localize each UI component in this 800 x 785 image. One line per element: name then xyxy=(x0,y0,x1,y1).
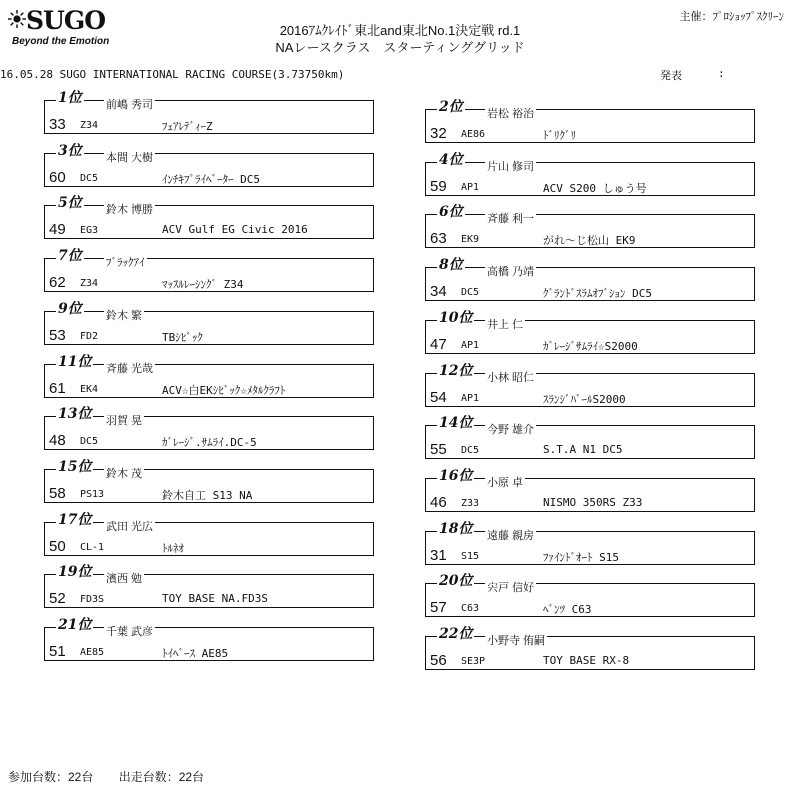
grid-position: 12位 xyxy=(439,362,473,379)
team-name: TOY BASE RX-8 xyxy=(543,654,630,667)
driver-name: 片山 修司 xyxy=(485,158,536,174)
car-number: 54 xyxy=(430,388,447,406)
grid-position: 8位 xyxy=(439,257,463,274)
team-name: S.T.A N1 DC5 xyxy=(543,443,623,457)
grid-entry xyxy=(425,575,755,617)
car-number: 50 xyxy=(49,537,66,555)
car-model: DC5 xyxy=(461,445,480,457)
grid-entry xyxy=(44,250,374,292)
grid-position: 9位 xyxy=(58,300,82,317)
grid-position: 20位 xyxy=(439,573,473,590)
driver-name: 岩松 裕治 xyxy=(485,105,536,121)
car-model: DC5 xyxy=(461,287,480,299)
grid-entry xyxy=(44,353,374,398)
grid-position: 15位 xyxy=(58,458,92,475)
grid-entry xyxy=(425,309,755,354)
car-number: 46 xyxy=(430,493,447,511)
team-name: ｽﾗﾝｼﾞﾊﾞｰﾙS2000 xyxy=(543,392,626,406)
driver-name: 前嶋 秀司 xyxy=(104,96,155,112)
team-name: ﾄﾙﾈｵ xyxy=(162,541,184,555)
team-name: ACV☆白EKｼﾋﾞｯｸ☆ﾒﾀﾙｸﾗﾌﾄ xyxy=(162,383,286,397)
driver-name: 今野 雄介 xyxy=(485,421,536,437)
grid-entry xyxy=(44,142,374,187)
announce-label: 発表 xyxy=(660,70,682,82)
team-name: ﾍﾞﾝﾂ C63 xyxy=(543,603,592,617)
grid-entry xyxy=(425,151,755,196)
grid-entry xyxy=(44,92,374,134)
car-model: AP1 xyxy=(461,181,480,193)
car-number: 31 xyxy=(430,546,447,564)
car-number: 47 xyxy=(430,335,447,353)
team-name: TBｼﾋﾞｯｸ xyxy=(162,330,203,344)
team-name: ﾄﾞﾘｸﾞﾘ xyxy=(543,129,576,142)
team-name: 鈴木自工 S13 NA xyxy=(162,488,253,502)
grid-position: 6位 xyxy=(439,204,463,221)
grid-entry xyxy=(44,511,374,556)
grid-position: 7位 xyxy=(58,248,82,265)
organizer: 主催：ﾌﾟﾛｼｮｯﾌﾟｽｸﾘｰﾝ xyxy=(679,11,784,23)
grid-entry xyxy=(425,101,755,143)
grid-position: 1位 xyxy=(58,90,82,106)
car-number: 49 xyxy=(49,221,66,239)
sugo-logo xyxy=(8,8,118,52)
car-number: 58 xyxy=(49,484,66,502)
car-model: EK4 xyxy=(80,383,99,395)
grid-position: 11位 xyxy=(58,353,92,370)
grid-position: 18位 xyxy=(439,520,473,537)
driver-name: 鈴木 繁 xyxy=(104,307,144,323)
team-name: ﾄｲﾍﾞｰｽ AE85 xyxy=(162,647,229,660)
grid-position: 13位 xyxy=(58,406,92,423)
car-model: CL-1 xyxy=(80,541,105,553)
grid-entry xyxy=(44,566,374,608)
driver-name: 本間 大樹 xyxy=(104,149,155,165)
car-number: 33 xyxy=(49,116,66,133)
grid-entry xyxy=(425,628,755,670)
driver-name: 小林 昭仁 xyxy=(485,369,536,385)
team-name: ｶﾞﾚｰｼﾞｻﾑﾗｲ☆S2000 xyxy=(543,339,638,353)
team-name: ﾌｧｲﾝﾄﾞｵｰﾄ S15 xyxy=(543,550,619,564)
driver-name: 武田 光広 xyxy=(104,518,155,534)
driver-name: 井上 仁 xyxy=(485,316,525,332)
driver-name: 小野寺 侑嗣 xyxy=(485,632,547,648)
grid-position: 3位 xyxy=(58,142,82,159)
car-model: Z34 xyxy=(80,278,99,290)
team-name: ｸﾞﾗﾝﾄﾞｽﾗﾑｵﾌﾞｼｮﾝ DC5 xyxy=(543,287,652,301)
car-model: AE86 xyxy=(461,129,486,140)
car-number: 57 xyxy=(430,599,447,617)
car-number: 62 xyxy=(49,274,66,292)
driver-name: 斉藤 光哉 xyxy=(104,360,155,376)
starters-count: 出走台数：22台 xyxy=(118,770,205,784)
car-number: 32 xyxy=(430,125,447,142)
grid-position: 14位 xyxy=(439,415,473,432)
grid-position: 4位 xyxy=(439,151,463,168)
driver-name: 鈴木 博勝 xyxy=(104,201,155,217)
car-model: FD2 xyxy=(80,330,99,342)
driver-name: 高橋 乃靖 xyxy=(485,263,536,279)
car-number: 34 xyxy=(430,283,447,301)
grid-entry xyxy=(425,467,755,512)
car-number: 60 xyxy=(49,168,66,186)
grid-entry xyxy=(425,362,755,407)
grid-entry xyxy=(425,259,755,301)
car-number: 52 xyxy=(49,590,66,608)
grid-entry xyxy=(425,520,755,565)
grid-position: 2位 xyxy=(439,99,463,115)
entries-count: 参加台数：22台 xyxy=(8,770,94,784)
car-model: Z34 xyxy=(80,120,99,131)
team-name: ACV Gulf EG Civic 2016 xyxy=(162,223,308,237)
grid-entry xyxy=(44,619,374,661)
driver-name: ﾌﾞﾗｯｸｱｲ xyxy=(104,254,147,270)
driver-name: 千葉 武彦 xyxy=(104,623,155,639)
driver-name: 遠藤 親房 xyxy=(485,527,536,543)
car-model: DC5 xyxy=(80,172,99,184)
logo-tagline: Beyond the Emotion xyxy=(12,36,110,47)
car-model: EK9 xyxy=(461,234,480,246)
car-number: 59 xyxy=(430,177,447,195)
car-model: Z33 xyxy=(461,497,480,509)
driver-name: 宍戸 信好 xyxy=(485,579,536,595)
team-name: がれ～じ松山 EK9 xyxy=(543,234,636,248)
car-model: FD3S xyxy=(80,594,105,606)
team-name: ｲﾝﾁｷﾌﾟﾗｲﾍﾞｰﾀｰ DC5 xyxy=(162,172,260,186)
grid-entry xyxy=(44,408,374,450)
grid-position: 5位 xyxy=(58,195,82,212)
grid-entry xyxy=(425,417,755,459)
team-name: TOY BASE NA.FD3S xyxy=(162,592,268,606)
car-model: SE3P xyxy=(461,656,486,667)
car-model: S15 xyxy=(461,550,480,562)
car-model: EG3 xyxy=(80,225,99,237)
grid-position: 19位 xyxy=(58,564,92,581)
grid-position: 22位 xyxy=(439,626,473,642)
event-info: 16.05.28 SUGO INTERNATIONAL RACING COURSE(3.73750km) xyxy=(0,68,345,81)
car-number: 48 xyxy=(49,432,66,450)
grid-entry xyxy=(425,206,755,248)
grid-position: 16位 xyxy=(439,467,473,484)
car-model: AE85 xyxy=(80,647,105,658)
car-number: 61 xyxy=(49,379,66,397)
logo-text: SUGO xyxy=(26,6,105,35)
grid-entry xyxy=(44,458,374,503)
team-name: ACV S200 しゅう号 xyxy=(543,181,647,195)
sun-logo-icon xyxy=(8,10,26,28)
car-model: AP1 xyxy=(461,392,480,404)
grid-position: 21位 xyxy=(58,617,92,633)
page-subtitle: NAレースクラス スターティンググリッド xyxy=(275,40,525,55)
car-model: C63 xyxy=(461,603,480,615)
car-number: 56 xyxy=(430,652,447,669)
grid-entry xyxy=(44,197,374,239)
announce-colon: : xyxy=(718,67,725,80)
driver-name: 小原 卓 xyxy=(485,474,525,490)
team-name: NISMO 350RS Z33 xyxy=(543,495,643,509)
car-number: 53 xyxy=(49,326,66,344)
car-model: PS13 xyxy=(80,488,105,500)
driver-name: 羽賀 晃 xyxy=(104,412,144,428)
grid-entry xyxy=(44,300,374,345)
car-number: 63 xyxy=(430,230,447,248)
car-number: 55 xyxy=(430,441,447,459)
team-name: ｶﾞﾚｰｼﾞ.ｻﾑﾗｲ.DC-5 xyxy=(162,436,257,450)
car-model: DC5 xyxy=(80,436,99,448)
driver-name: 濱西 勉 xyxy=(104,570,144,586)
driver-name: 斉藤 利一 xyxy=(485,210,536,226)
car-model: AP1 xyxy=(461,339,480,351)
team-name: ﾌｪｱﾚﾃﾞｨｰZ xyxy=(162,120,213,133)
team-name: ﾏｯｽﾙﾚｰｼﾝｸﾞ Z34 xyxy=(162,278,244,292)
page-title: 2016ｱﾑｸﾚｲﾄﾞ東北and東北No.1決定戦 rd.1 xyxy=(279,23,521,38)
driver-name: 鈴木 茂 xyxy=(104,465,144,481)
grid-position: 17位 xyxy=(58,511,92,528)
grid-position: 10位 xyxy=(439,309,473,326)
car-number: 51 xyxy=(49,643,66,660)
footer xyxy=(8,768,226,785)
